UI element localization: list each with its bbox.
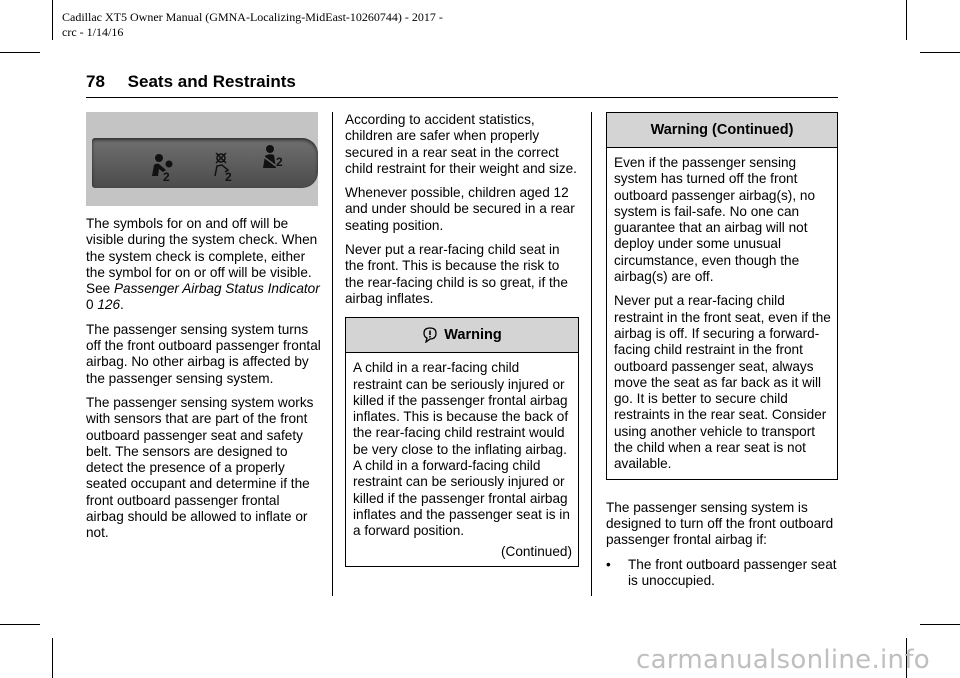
warning-body xyxy=(607,148,837,479)
column-2 xyxy=(345,112,579,567)
warning-body xyxy=(346,353,578,566)
warning-box-continued xyxy=(606,112,838,480)
warning-title: Warning (Continued) xyxy=(650,121,794,138)
warning-text: A child in a rear-facing child restraint can be seriously injured or killed if the passenger frontal airbag inflates. This is because the back of the rear-facing child restraint would be very close to the inflating airbag. A child in a forward-facing child restraint can be seriously injured or killed if the passenger frontal airbag inflates and the passenger seat is in a forward position. xyxy=(353,360,570,539)
document-meta xyxy=(62,10,542,40)
warning-header xyxy=(607,113,837,148)
paragraph: The passenger sensing system is designed to turn off the front outboard passenger frontal airbag if: xyxy=(606,499,834,548)
paragraph: The passenger sensing system works with sensors that are part of the front outboard passenger seat and safety belt. The sensors are designed to detect the presence of a properly seated occupant and determine if the front outboard passenger frontal airbag should be allowed to inflate or not. xyxy=(86,394,314,541)
watermark: carmanualsonline.info xyxy=(635,645,930,675)
warning-text: Even if the passenger sensing system has turned off the front outboard passenger airbag(s), no system is fail-safe. No one can guarantee that an airbag will not deploy under some unusual circumstance, even though the airbag(s) are off. xyxy=(614,155,816,285)
list-item-text: The front outboard passenger seat is unoccupied. xyxy=(628,556,837,588)
warning-box xyxy=(345,317,579,567)
section-title: Seats and Restraints xyxy=(127,72,296,91)
crop-mark xyxy=(0,624,40,625)
warning-icon xyxy=(422,327,438,343)
icon-subscript: 2 xyxy=(163,170,170,184)
indicator-icons xyxy=(86,112,318,206)
page-title xyxy=(86,71,838,98)
column-divider xyxy=(332,112,333,596)
icon-subscript: 2 xyxy=(225,170,232,184)
airbag-indicator-image xyxy=(86,112,318,206)
paragraph: The passenger sensing system turns off the front outboard passenger frontal airbag. No other airbag is affected by the passenger sensing system. xyxy=(86,321,321,386)
crop-mark xyxy=(0,52,40,53)
meta-line-1: Cadillac XT5 Owner Manual (GMNA-Localizing-MidEast-10260744) - 2017 - xyxy=(62,10,443,24)
crop-mark xyxy=(906,0,907,40)
crop-mark xyxy=(920,624,960,625)
cross-reference-page[interactable]: 126 xyxy=(97,297,121,313)
paragraph: The symbols for on and off will be visible during the system check. When the system check is complete, either the symbol for on or off will be visible. See Passenger Airbag Status Indicator 0 126. xyxy=(86,216,320,313)
paragraph: Whenever possible, children aged 12 and under should be secured in a rear seating position. xyxy=(345,185,575,233)
list-item xyxy=(606,557,838,590)
cross-reference-link[interactable]: Passenger Airbag Status Indicator xyxy=(113,281,320,297)
page-number: 78 xyxy=(86,72,105,91)
column-1 xyxy=(86,112,321,550)
icon-subscript: 2 xyxy=(276,155,283,169)
warning-header xyxy=(346,318,578,353)
warning-title: Warning xyxy=(444,327,502,344)
warning-text: Never put a rear-facing child restraint in the front seat, even if the airbag is off. If securing a forward-facing child restraint in the front outboard passenger seat, always move the seat as far back as it will go. It is better to secure child restraints in the rear seat. Consider using another vehicle to transport the child when a rear seat is not available. xyxy=(614,293,831,472)
paragraph: Never put a rear-facing child seat in the front. This is because the risk to the rear-facing child is so great, if the airbag inflates. xyxy=(345,242,568,306)
continued-label: (Continued) xyxy=(500,543,572,559)
page-ref-icon: 0 xyxy=(86,297,94,313)
meta-line-2: crc - 1/14/16 xyxy=(62,25,124,39)
crop-mark xyxy=(52,0,53,40)
column-divider xyxy=(591,112,592,596)
bullet-mark: • xyxy=(606,556,611,572)
seatbelt-reminder-icon xyxy=(263,145,276,168)
crop-mark xyxy=(920,52,960,53)
paragraph: According to accident statistics, children are safer when properly secured in a rear seat in the correct child restraint for their weight and size. xyxy=(345,112,577,176)
column-3 xyxy=(606,112,838,589)
crop-mark xyxy=(52,638,53,678)
